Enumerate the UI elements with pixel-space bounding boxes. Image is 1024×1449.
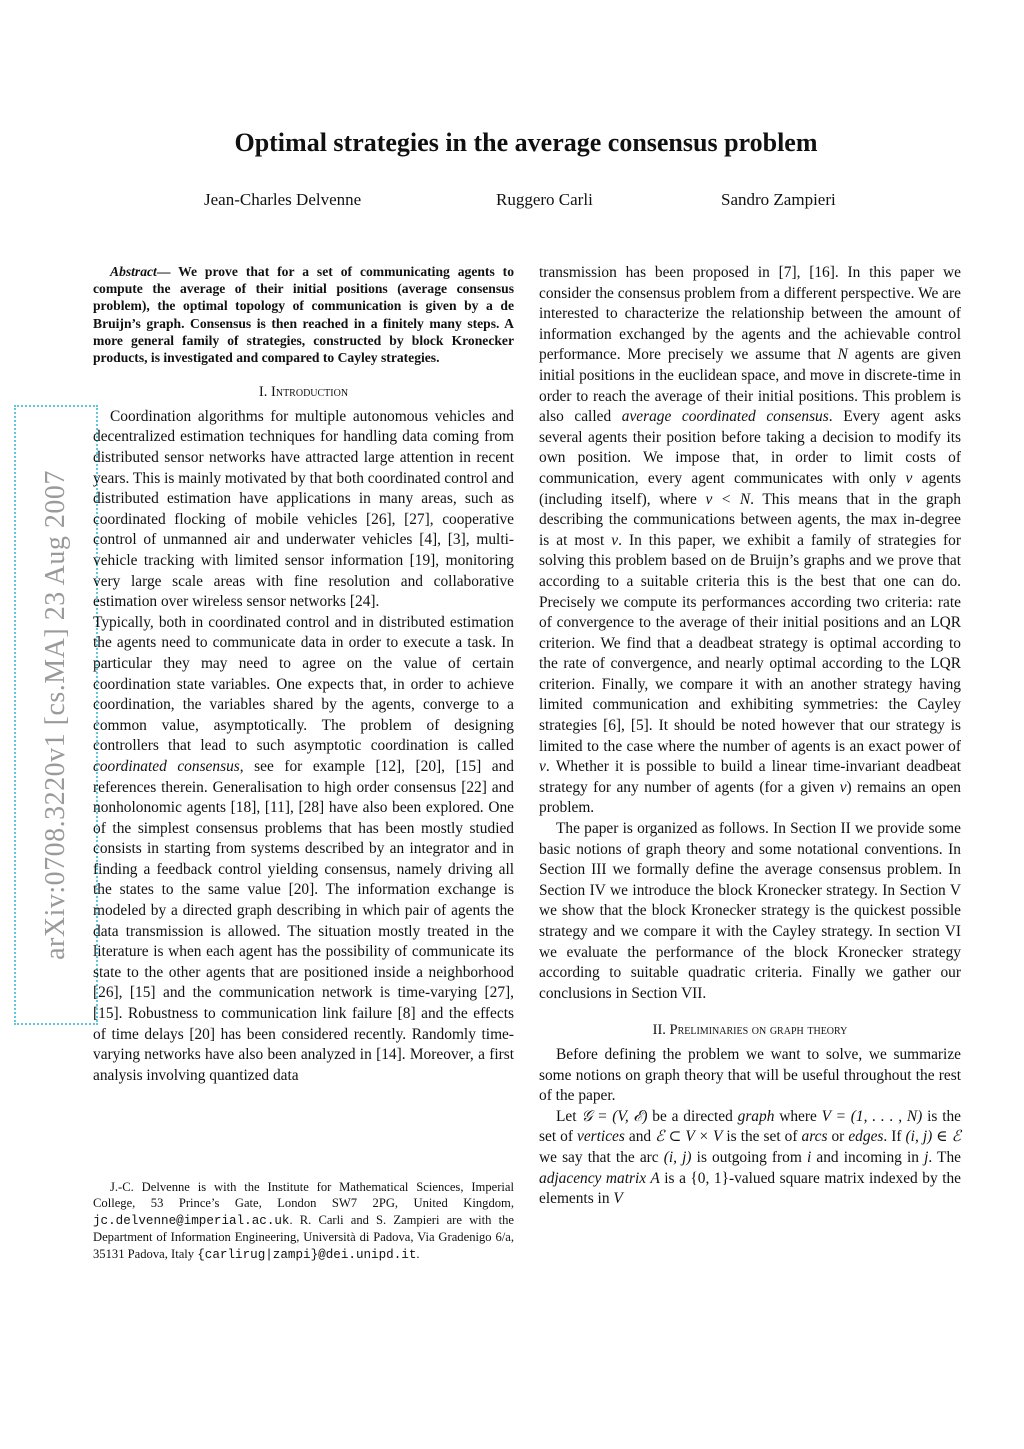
arxiv-stamp[interactable] [14,405,98,1025]
left-column [93,263,514,1086]
intro-paragraph-1: Coordination algorithms for multiple autonomous vehicles and decentralized estimation techniques for handling data coming from distributed sensor networks have attracted large attention in recent years. This is mainly motivated by that both coordinated control and distributed estimation have applications in many areas, such as coordinated flocking of mobile vehicles [26], [27], cooperative control of unmanned air and underwater vehicles [4], [3], multi-vehicle tracking with limited sensor information [19], monitoring very large scale areas with fine resolution and collaborative estimation over wireless sensor networks [24]. [93,407,514,611]
preliminaries-paragraph-1: Before defining the problem we want to solve, we summarize some notions on graph theory that will be useful throughout the rest of the paper. [539,1045,961,1105]
email-delvenne[interactable]: jc.delvenne@imperial.ac.uk [93,1213,290,1228]
author-footnote: J.-C. Delvenne is with the Institute for Mathematical Sciences, Imperial College, 53 Prince’s Gate, London SW7 2PG, United Kingdom, jc.delvenne@imperial.ac.uk. R. Carli and S. Zampieri are with the Department of Information Engineering, Università di Padova, Via Gradenigo 6/a, 35131 Padova, Italy {carlirug|zampi}@dei.unipd.it. [93,1180,514,1262]
abstract [93,263,514,366]
section-heading-introduction: I. Introduction [258,384,349,401]
preliminaries-paragraph-2: Let 𝒢 = (V, ℰ) be a directed graph where V = (1, . . . , N) is the set of vertices and ℰ ⊂ V × V is the set of arcs or edges. If (i, j) ∈ ℰ we say that the arc (i, j) is outgoing from i and incoming in j. The adjacency matrix A is a {0, 1}-valued square matrix indexed by the elements in V [539,1107,961,1208]
author-2: Ruggero Carli [496,190,593,209]
email-carli-zampieri[interactable]: {carlirug|zampi}@dei.unipd.it [197,1247,417,1262]
right-column [539,263,961,1210]
intro-paragraph-2: Typically, both in coordinated control and in distributed estimation the agents need to communicate data in order to execute a task. In particular they may need to agree on the value of certain coordination state variables. One expects that, in order to achieve coordination, the variables shared by the agents, converge to a common value, asymptotically. The problem of designing controllers that lead to such asymptotic coordination is called coordinated consensus, see for example [12], [20], [15] and references therein. Generalisation to high order consensus [22] and nonholonomic agents [18], [11], [28] have also been explored. One of the simplest consensus problems that has been mostly studied consists in starting from systems described by an integrator and in finding a feedback control yielding consensus, namely driving all the states to the same value [20]. The information exchange is modeled by a directed graph describing in which pair of agents the data transmission is allowed. The situation mostly treated in the literature is when each agent has the possibility of communicate its state to the other agents that are positioned inside a neighborhood [26], [15] and the communication network is time-varying [27], [15]. Robustness to communication link failure [8] and the effects of time delays [20] has been considered recently. Randomly time-varying networks have also been analyzed in [14]. Moreover, a first analysis involving quantized data [93,613,514,1084]
abstract-text: — We prove that for a set of communicating agents to compute the average of their initial positions (average consensus problem), the optimal topology of communication is given by a de Bruijn’s graph. Consensus is then reached in a finitely many steps. A more general family of strategies, constructed by block Kronecker products, is investigated and compared to Cayley strategies. [93,264,514,366]
abstract-label: Abstract [110,264,157,279]
paper-organization-paragraph: The paper is organized as follows. In Section II we provide some basic notions of graph theory and some notational conventions. In Section III we formally define the average consensus problem. In Section IV we introduce the block Kronecker strategy. In Section V we show that the block Kronecker strategy is the quickest possible strategy and we compare it with the Cayley strategy. In section VI we evaluate the performance of the block Kronecker strategy according to suitable quadratic criteria. Finally we gather our conclusions in Section VII. [539,820,961,1002]
arxiv-identifier: arXiv:0708.3220v1 [cs.MA] 23 Aug 2007 [40,470,71,960]
author-3: Sandro Zampieri [721,190,836,209]
author-1: Jean-Charles Delvenne [204,190,362,209]
intro-paragraph-3: transmission has been proposed in [7], [16]. In this paper we consider the consensus problem from a different perspective. We are interested to characterize the relationship between the amount of information exchanged by the agents and the achievable control performance. More precisely we assume that N agents are given initial positions in the euclidean space, and move in discrete-time in order to reach the average of their initial positions. This problem is also called average coordinated consensus. Every agent asks several agents their position before taking a decision to modify its own position. We impose that, in order to limit costs of communication, every agent communicates with only ν agents (including itself), where ν < N. This means that in the graph describing the communications between agents, the max in-degree is at most ν. In this paper, we exhibit a family of strategies for solving this problem based on de Bruijn’s graphs and we prove that according to a suitable criteria this is the best that one can do. Precisely we compute its performances according two criteria: rate of convergence to the average of their initial positions and an LQR criterion. We find that a deadbeat strategy is optimal according to the rate of convergence, and nearly optimal according to the LQR criterion. Finally, we compare it with an another strategy having limited communication and exhibiting symmetries: the Cayley strategies [6], [5]. It should be noted however that our strategy is limited to the case where the number of agents is an exact power of ν. Whether it is possible to build a linear time-invariant deadbeat strategy for any number of agents (for a given ν) remains an open problem. [539,264,961,817]
section-heading-preliminaries: II. Preliminaries on graph theory [652,1022,848,1039]
paper-title: Optimal strategies in the average consensus problem [234,128,818,157]
